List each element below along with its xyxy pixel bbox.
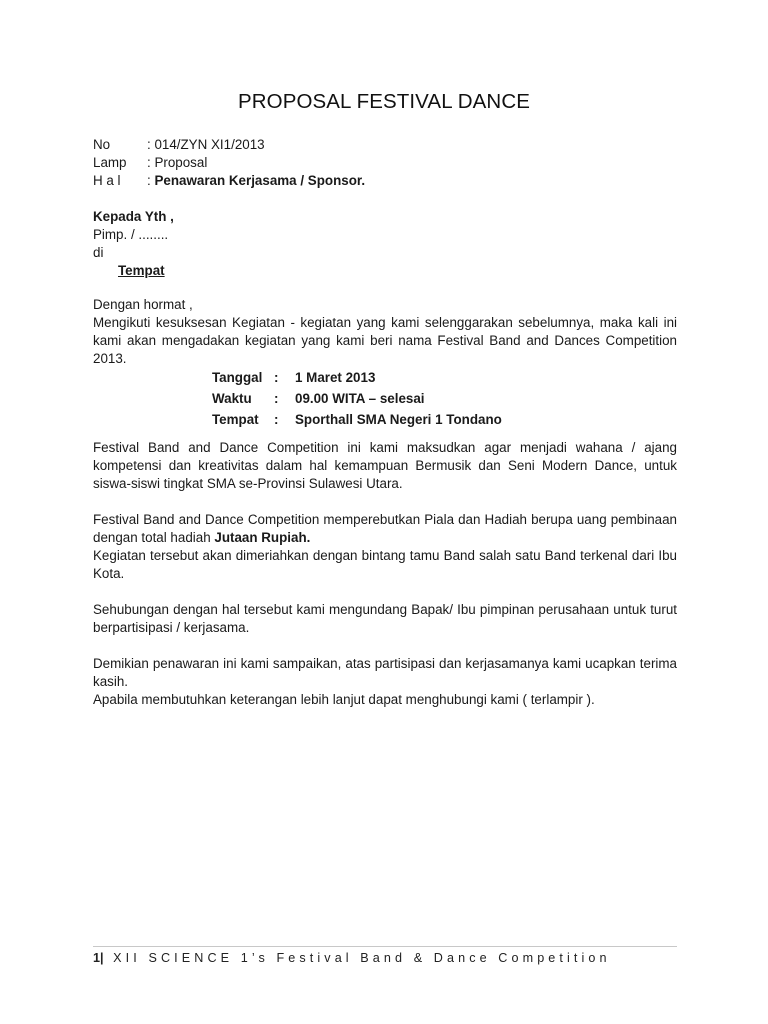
recipient-address <box>93 208 677 280</box>
closing-line-1: Demikian penawaran ini kami sampaikan, atas partisipasi dan kerjasamanya kami ucapkan terima kasih. <box>93 656 677 689</box>
prize-text: Festival Band and Dance Competition memperebutkan Piala dan Hadiah berupa uang pembinaan dengan total hadiah <box>93 512 677 545</box>
recipient-name: Pimp. / ........ <box>93 227 169 242</box>
meta-label-no: No <box>93 137 111 152</box>
meta-row-no <box>93 136 365 154</box>
guest-star-text: Kegiatan tersebut akan dimeriahkan dengan bintang tamu Band salah satu Band terkenal dari Ibu Kota. <box>93 548 677 581</box>
detail-row-venue <box>212 409 502 430</box>
detail-value-time: 09.00 WITA – selesai <box>295 391 425 406</box>
closing-line-2: Apabila membutuhkan keterangan lebih lanjut dapat menghubungi kami ( terlampir ). <box>93 692 595 707</box>
document-title: PROPOSAL FESTIVAL DANCE <box>237 90 531 113</box>
invite-paragraph: Sehubungan dengan hal tersebut kami mengundang Bapak/ Ibu pimpinan perusahaan untuk turut berpartisipasi / kerjasama. <box>93 602 677 635</box>
intro-paragraph: Mengikuti kesuksesan Kegiatan - kegiatan yang kami selenggarakan sebelumnya, maka kali ini kami akan mengadakan kegiatan yang kami beri nama Festival Band and Dances Competition 2013. <box>93 315 677 366</box>
purpose-paragraph: Festival Band and Dance Competition ini kami maksudkan agar menjadi wahana / ajang kompetensi dan kreativitas dalam hal kemampuan Bermusik dan Seni Modern Dance, untuk siswa-siswi tingkat SMA se-Provinsi Sulawesi Utara. <box>93 440 677 491</box>
prize-amount: Jutaan Rupiah. <box>214 530 311 545</box>
recipient-di: di <box>93 245 104 260</box>
detail-row-date <box>212 367 502 388</box>
detail-sep-date: : <box>274 370 279 385</box>
event-details <box>212 367 502 430</box>
detail-sep-time: : <box>274 391 279 406</box>
meta-value-hal: Penawaran Kerjasama / Sponsor. <box>154 173 366 188</box>
meta-label-hal: H a l <box>93 173 121 188</box>
closing-paragraph <box>93 655 677 709</box>
prize-text-wrap <box>93 511 677 547</box>
footer-separator: | <box>100 951 106 965</box>
detail-label-venue: Tempat <box>212 412 259 427</box>
salutation: Dengan hormat , <box>93 297 193 312</box>
meta-row-lamp <box>93 154 365 172</box>
page-footer <box>93 950 611 966</box>
detail-label-time: Waktu <box>212 391 252 406</box>
letter-metadata <box>93 136 365 190</box>
meta-colon-hal: : <box>147 173 155 188</box>
recipient-place: Tempat <box>118 263 165 278</box>
recipient-place-wrap <box>93 262 677 280</box>
detail-row-time <box>212 388 502 409</box>
prize-paragraph <box>93 511 677 583</box>
meta-label-lamp: Lamp <box>93 155 127 170</box>
meta-value-no: : 014/ZYN XI1/2013 <box>147 137 265 152</box>
page-number: 1 <box>93 951 101 965</box>
meta-value-lamp: : Proposal <box>147 155 208 170</box>
detail-value-date: 1 Maret 2013 <box>295 370 376 385</box>
detail-sep-venue: : <box>274 412 279 427</box>
footer-text: XII SCIENCE 1’s Festival Band & Dance Competition <box>113 951 611 965</box>
footer-divider <box>93 946 677 947</box>
detail-value-venue: Sporthall SMA Negeri 1 Tondano <box>295 412 502 427</box>
detail-label-date: Tanggal <box>212 370 263 385</box>
meta-row-hal <box>93 172 365 190</box>
recipient-greeting: Kepada Yth , <box>93 209 174 224</box>
